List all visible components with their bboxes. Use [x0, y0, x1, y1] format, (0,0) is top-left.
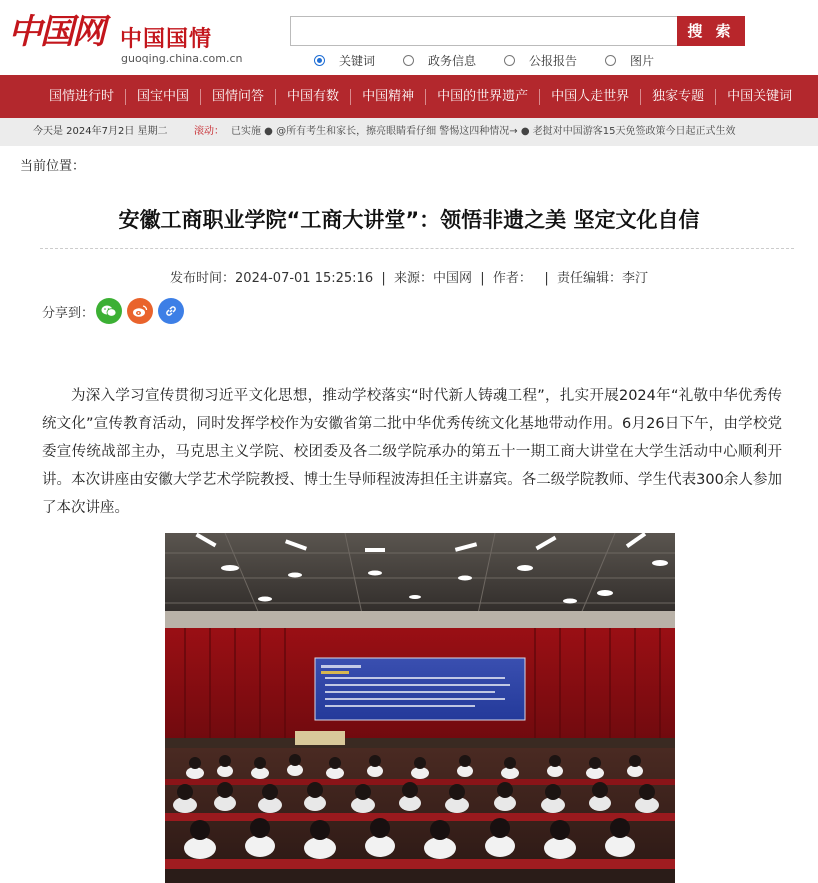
link-icon: [164, 304, 178, 318]
search-button[interactable]: 搜 索: [677, 16, 745, 46]
ticker-headlines[interactable]: 已实施 ● @所有考生和家长，擦亮眼睛看仔细 警惕这四种情况→ ● 老挝对中国游客15天免签政策今日起正式生效: [231, 126, 736, 137]
nav-item-world-heritage[interactable]: 中国的世界遗产: [426, 89, 540, 105]
radio-button[interactable]: [605, 55, 616, 66]
search-type-keyword[interactable]: [314, 52, 375, 69]
wechat-share-icon[interactable]: [96, 298, 122, 324]
nav-item-china-keywords[interactable]: 中国关键词: [727, 88, 793, 104]
search-type-bulletin[interactable]: [504, 52, 577, 69]
article-paragraph: 为深入学习宣传贯彻习近平文化思想，推动学校落实“时代新人铸魂工程”，扎实开展2024年“礼敬中华优秀传统文化”宣传教育活动，同时发挥学校作为安徽省第二批中华优秀传统文化基地带动作用。6月26日下午，由学校党委宣传统战部主办，马克思主义学院、校团委及各二级学院承办的第五十一期工商大讲堂在大学生活动中心顺利开讲。本次讲座由安徽大学艺术学院教授、博士生导师程波涛担任主讲嘉宾。各二级学院教师、学生代表300余人参加了本次讲座。: [42, 388, 782, 516]
nav-item-chinese-travel-world[interactable]: 中国人走世界: [540, 89, 641, 105]
wechat-icon: [101, 304, 117, 318]
article-title: 安徽工商职业学院“工商大讲堂”：领悟非遗之美 坚定文化自信: [118, 208, 700, 232]
nav-item-zhongguo-jingshen[interactable]: 中国精神: [351, 89, 426, 105]
search-type-options: [314, 52, 682, 69]
logo-sub-text: 中国国情: [120, 27, 213, 52]
logo-main-text: 中国网: [8, 12, 104, 52]
nav-item-guobao-zhongguo[interactable]: 国宝中国: [126, 89, 201, 105]
article-photo-auditorium: [165, 533, 675, 883]
current-date: 今天是 2024年7月2日 星期二: [33, 126, 168, 137]
breadcrumb: 当前位置：: [20, 159, 86, 174]
nav-item-zhongguo-youshu[interactable]: 中国有数: [276, 89, 351, 105]
share-label: 分享到：: [42, 305, 95, 321]
ticker-label: 滚动：: [194, 126, 224, 137]
nav-item-exclusive-topics[interactable]: 独家专题: [641, 89, 716, 105]
site-logo[interactable]: [8, 10, 243, 66]
nav-item-guoqing-wenda[interactable]: 国情问答: [201, 89, 276, 105]
weibo-share-icon[interactable]: [127, 298, 153, 324]
copy-link-share-icon[interactable]: [158, 298, 184, 324]
share-bar: [42, 298, 184, 324]
radio-label: 公报报告: [529, 54, 578, 68]
main-nav: [0, 75, 818, 118]
search-type-image[interactable]: [605, 52, 654, 69]
radio-label: 图片: [630, 54, 655, 68]
radio-label: 关键词: [339, 54, 376, 68]
logo-domain-text: guoqing.china.com.cn: [121, 52, 243, 65]
article-meta: [0, 267, 818, 286]
title-divider: [40, 248, 794, 249]
search-input[interactable]: [290, 16, 678, 46]
search-type-government-info[interactable]: [403, 52, 476, 69]
article-meta-text: 发布时间：2024-07-01 15:25:16 | 来源：中国网 | 作者： | 责任编辑：李汀: [170, 271, 648, 286]
news-ticker-bar: [0, 118, 818, 146]
radio-button[interactable]: [314, 55, 325, 66]
site-header: [0, 0, 818, 75]
weibo-icon: [132, 304, 148, 318]
radio-label: 政务信息: [428, 54, 477, 68]
radio-button[interactable]: [403, 55, 414, 66]
radio-button[interactable]: [504, 55, 515, 66]
nav-item-guoqing-jinxingshi[interactable]: 国情进行时: [38, 89, 126, 105]
